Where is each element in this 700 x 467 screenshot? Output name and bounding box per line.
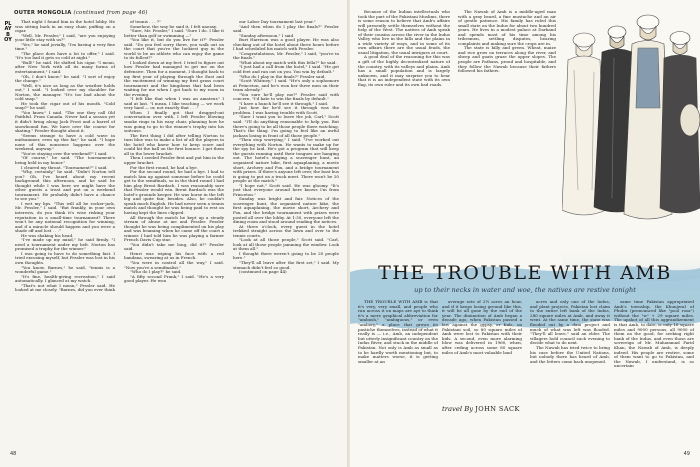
paragraph: I wet my lips. "This will all be rocker-jack, Mr. Fessler," I said. "But frankly, in your own interests, do you think it's wise risking your reputation in a small-time tournament? There won't be any national recognition for winning, and if a miracle should happen and you were a shade off and lost . . ." — [15, 200, 115, 234]
byline-by: By — [464, 405, 474, 413]
paragraph: our Labor Day tournament last year." — [239, 20, 316, 24]
paragraph: "You know, Barnes," he said, "tennis is a wonderful game." — [15, 264, 115, 275]
paragraph: "Who do I play?" he said. — [130, 269, 182, 275]
paragraph: (continued on page 44) — [239, 269, 287, 275]
paragraph: "Why, certainly," he said. "Didn't Norton tell you? Oh, I've heard about my recent background this afternoon, and he said he thought while I was here we might have the other guests a treat and put on a weekend tournament. He probably didn't have a chance to see you." — [15, 169, 115, 202]
folio-left: 48 — [10, 451, 17, 457]
headline: THE TROUBLE WITH AMB — [378, 262, 672, 284]
paragraph: The Nawab has tried twice to bring his case before the United Nations, but nobody there has heard of Amb, and the letters come back unopened. — [530, 344, 610, 364]
right-bottom-column-4 — [614, 300, 694, 442]
paragraph: "That's not what I mean," Fessler said. He looked at me closely. "Barnes, did you ever think — [15, 282, 115, 293]
paragraph: The first thing I did after telling Norton to turn blue was to make a list of all the players in the hotel who knew how to keep score and could hit the ball on the first bounce. I got them all in the lower bracket. — [124, 132, 224, 156]
paragraph: A good deal of the reasoning for this was a gift of the highly decentralized nature of the country, with its valleys and plains. Amb has a small population and is largely unknown, and it may surprise you to hear that it is an independent state with its own flag, its own ruler and its own bad roads. — [358, 54, 450, 87]
paragraph: "The place does have a lot to offer," I said. "It's too bad it gets so cold at night." — [15, 50, 115, 61]
paragraph: of tennis . . . ?" — [130, 20, 161, 24]
paragraph: "What about my match with this fella?" he said. — [239, 59, 337, 65]
paragraph: Somehow, the way he said it, I felt uneasy. — [130, 23, 217, 29]
paragraph: "You didn't take me long, did it?" Fessler said. — [124, 241, 224, 252]
paragraph: "You were in control all the way," I said. "Now you're a semifinalist." — [124, 259, 224, 270]
right-top-column-2 — [458, 10, 556, 265]
paragraph: "Sure, Mr. Fessler," I said. "Sure I do. I like it better than golf or swimming —" — [124, 28, 224, 38]
paragraph: I was going to have to do something fast. I tried excusing myself, but Fessler was lost in his own thoughts. — [15, 250, 115, 265]
byline-section: travel — [442, 405, 463, 413]
byline — [442, 405, 528, 413]
paragraph: "It's fine, health-giving recreation," I said automatically. I glanced at my watch. — [15, 273, 115, 284]
paragraph: "I hope not," Scott said. He was gloomy. "It's just that everyone around here knows I'm from Princeton." — [233, 182, 339, 197]
paragraph: "Well, Mr. Fessler," I said, "are you enjoying your little stay with us?" — [15, 32, 115, 43]
left-column-3 — [233, 20, 339, 438]
paragraph: Burt Harrison was a good player. He was also checking out of the hotel about three hours before I had scheduled his match with Fessler. — [233, 37, 339, 52]
right-page — [350, 0, 700, 467]
paragraph: Henri was wiping his face with a red bandana, swearing at us in French. — [124, 250, 224, 261]
paragraph: The Nawab of Amb is a middle-aged man with a gray beard, a fine mustache and an air of gentle patience. His family has ruled this small state on the Indus for about two hundred years. He lives in a modest palace at Darband and spends most of his time among his tribesmen, settling disputes, hearing complaints and making sure the crops are in. — [458, 10, 556, 46]
paragraph: "I just had a call from the hotel," I said. "He got cold feet and ran out on you. You win by default." — [233, 64, 339, 75]
figures-illustration — [562, 0, 700, 290]
paragraph: Then I seeded Fessler first and put him in the upper bracket. — [124, 155, 224, 165]
paragraph: At three o'clock, every guest in the hotel trekked straight across the lawn and over to the tennis courts. — [233, 223, 339, 238]
paragraph: "Who do I play in the finals?" Fessler said. — [239, 73, 326, 79]
left-column-1 — [15, 20, 115, 438]
running-head-continued: (continued from page 46) — [73, 10, 148, 16]
paragraph: "I have a hunch he'll see it through," I said. — [239, 100, 329, 106]
running-head-title: OUTER MONGOLIA — [14, 10, 72, 16]
paragraph: "Congratulations, Mr. Fessler," I said, "you're in the finals." — [233, 50, 339, 61]
paragraph: "Look at all those people," Scott said. "Carl, look at all those people jamming the window. Look at them all." — [233, 237, 339, 252]
right-bottom-column-2 — [442, 300, 522, 385]
paragraph: "Then stop worrying," I said. "I've worked out everything with Norton. He wants to make up for the spy he laid. He's got a program that will keep the guests running until their tongues are hanging out. The hotel's staging a scavenger hunt, an organized nature hike, first aquaplaning, a movie short, Archery and Fox, and a bridge tournament with prizes. If there's anyone left over, the boat bus is going to put on a truck meet. There won't be 20 people at the match." — [233, 137, 339, 184]
paragraph: "You like it, but do you live for it?" Fessler said. "Do you feel sorry there, you walk out on the court that you're the luckiest guy in the world to be an athlete who can enjoy the game to its fullest?" — [124, 37, 224, 61]
paragraph: "Seems strange to have a cold wave in midsummer, even up this far," he said. "I hope none of this nonsense happens over the weekend, anyway." — [15, 132, 115, 152]
paragraph: "Scott Whitney," I said. "He's only a sophomore at Princeton, and he's won her three men on their team already." — [233, 78, 339, 93]
paragraph: "And then when do I play the finals?" Fessler said. — [233, 23, 339, 34]
paragraph: "Sunday afternoon," I said. — [239, 32, 295, 38]
paragraph: He took the cigar out of his mouth. "Cold snap?" he said. — [15, 100, 115, 111]
paragraph: acres and only one of the Indus, and plant projects, Pakistan lost claim to the entire left bank of the Indus, 280 square miles at Amb, and away it went. At the same time, the state was flooded out by a dam project and much of what was left was flooded. "They'll all leave," said an elder. The villagers hold council each evening to decide what to do next. — [530, 300, 610, 346]
paragraph: "Well, it's nice as long as the weather holds out," I said. "I looked over my shoulder for Norton, the manager. "It's too bad about the cold snap." — [15, 82, 115, 102]
paragraph: same time Pakistan appropriated Amb's township, the Khunjeral of Phulra (pronounced like "pool rosa") without the "w" + 29 square miles. The upshot of all this aggrandizement is that Amb, to date, is only 16 square miles and 9000 persons, all 9000 of them on the good, for seeking right bank of the Indus, and even those are sovereign of Mr. Muhammad Farid Khan, the Nawab of Amb, is deeply indeed. His people are restive, some of them want to go to Pakistan, and the Nawab, I understand, is so uncertain — [614, 300, 694, 369]
paragraph: For the first round, he had a bye. — [130, 164, 198, 170]
paragraph: "I've made up my mind," he said firmly. "I need a tournament under my belt. Norton has promised a trophy for the winner." — [15, 237, 115, 252]
paragraph: "Of course," he said. "The tournament's being held in my honor." — [15, 155, 115, 165]
paragraph: Just how far he'd see it through was the problem. I was having trouble with Scott. — [233, 105, 339, 115]
left-column-2 — [124, 20, 224, 438]
right-top-column-1 — [358, 10, 450, 265]
paragraph: "You know," I said. "The one they call Old Faithful. From Canada. Never had a season yet it didn't bring along Jack Frost and a barrel of snowbound fun. We have over the course for skating." Fessler thought about it. — [15, 109, 115, 134]
paragraph: When I finally got that dragged-out conversation over with, I left Fessler blowing smoke rings in his easy chair, planning how he was going to go to the winner's trophy into his suitcase. — [124, 109, 224, 134]
paragraph: "A fifty second Frank," I said. "He's a very good player. He won — [124, 273, 224, 284]
right-bottom-column-1 — [358, 300, 438, 442]
paragraph: average rate of 2½ acres an hour, and if it keeps losing ground like this, it will be all gone by the end of the year. The diminution of Amb began a decade ago, when Pakistan passed a law against the gypsy, or Kuls, on Pakistani soil, so 80 square miles of Amb were lost to Pakistan with their kids. A second, even more alarming blow was delivered in 1960, when, after ceding across some 80 square miles of Amb's most valuable land — [442, 300, 522, 355]
paragraph: "I felt like that when I was an amateur," I said at last. "I mean, I like teaching — we work very hard — or, not exactly that . . ." — [124, 96, 224, 111]
paragraph: The state is hilly and green. Wheat, maize and rice grow on terraces along the river, and sheep and goats graze the upper slopes. The people are Pathans, proud and hospitable, and they follow the Nawab because their fathers followed his fathers. — [458, 45, 556, 74]
byline-author: JOHN SACK — [475, 405, 520, 413]
paragraph: THE TROUBLE WITH AMB is that it's very, very small, and people who run across it on maps are apt to think it's a mere graphical abbreviation for "ambush," "ambiguous," or even "ambery," a place that grows its pastiche themselves, instead of what it really is — i.e., Amb, an independent but utterly insignificant country on the Indus River, and stuck in the middle of Pakistan. Not only is Amb as small as to be hardly worth mentioning but, to make matters worse, it is getting smaller at an — [358, 300, 438, 364]
paragraph: He was shaking his head. — [21, 232, 74, 238]
subhead: up to their necks in water and woe, the natives are restive tonight — [414, 286, 636, 294]
paragraph: All through the match he kept up a steady stream of abuse at me and Fessler. Fessler thought he was being complimented on his play and was beaming when he came off the court a winner. I had told him he was playing a farmer French Davis Cup star. — [124, 214, 224, 243]
right-bottom-column-3 — [530, 300, 610, 442]
paragraph: "Sure I want you to leave the job, Carl," Scott said. "I'll do anything reasonable to help you. But there's going to be all those people there watching. That's the thing. I'm going to feel like an awful jackass losing in front of all those people." — [233, 114, 339, 138]
left-page — [0, 0, 348, 467]
magazine-name-vertical: PLAYBOY — [4, 21, 12, 44]
paragraph: That night I found him in the hotel lobby. He was sitting back in an easy chair, puffing on a cigar. — [15, 20, 115, 34]
paragraph: I thought there weren't going to be 20 people here." — [233, 250, 339, 261]
paragraph: For the second round, he had a bye. I had to match him up against someone before he could get to the semifinals, so in the third round I had him play Brent Bardach. I was reasonably sure that Fessler would win. Brent Bardach was the hotel's grounds keeper. He was horse in the left leg and quite fair, besides. Also, he couldn't speak much English. He had never seen a tennis match and thought he was being paid to rest on having kept the lines clipped. — [124, 169, 224, 215]
paragraph: "They'll all leave after the first set," I said. My stomach didn't feel so good. — [233, 259, 339, 270]
paragraph: I cleared my throat. "Tournament?" I said. — [21, 164, 108, 170]
paragraph: "You're staying over the weekend?" I said. — [21, 150, 108, 156]
paragraph: I looked down at my feet. I tried to figure out how Fessler had managed to get me on the defensive. Then for a moment, I thought back to my first year of playing through the East and the excitement of winning my first grass court tournament and the kingdoms that had been waiting for me when I got back to my room in the evening. — [124, 59, 224, 97]
paragraph: "Oh, I don't know," he said. "I sort of enjoy the change." — [15, 73, 115, 84]
paragraph: "You sure he'll play me?" Fessler said with concern. "I'd hate to win the finals by default." — [233, 91, 339, 102]
folio-right: 49 — [683, 451, 690, 457]
paragraph: Because of the Indian intellectuals who took the part of the Pakistani Muslims, there is some reason to believe that Amb's affairs will presently settle themselves without the help of the West. The natives of Amb speak of their cousins across the river in the Indus Valley who live in the hills and the plains in a wide variety of ways, and in some of its own affairs there are the usual feuds, the usual litigation, the usual intrigues at court. — [358, 10, 450, 55]
paragraph: "Yes," he said jovially, "I'm having a very fine time." — [15, 41, 115, 52]
paragraph: Sunday was bright and fair. Notices of the scavenger hunt, the organized nature hike, the first aquaplaning, the movie short, Archery and Fox, and the bridge tournament with prizes were posted all over the lobby. At 1:30, everyone left the dining room and stood around reading the notices. — [233, 196, 339, 225]
running-head — [14, 10, 148, 16]
paragraph: "Bull!" he said. He shifted his cigar. "I mean, after New York with all its many forms of entertainment," I said. — [15, 59, 115, 75]
